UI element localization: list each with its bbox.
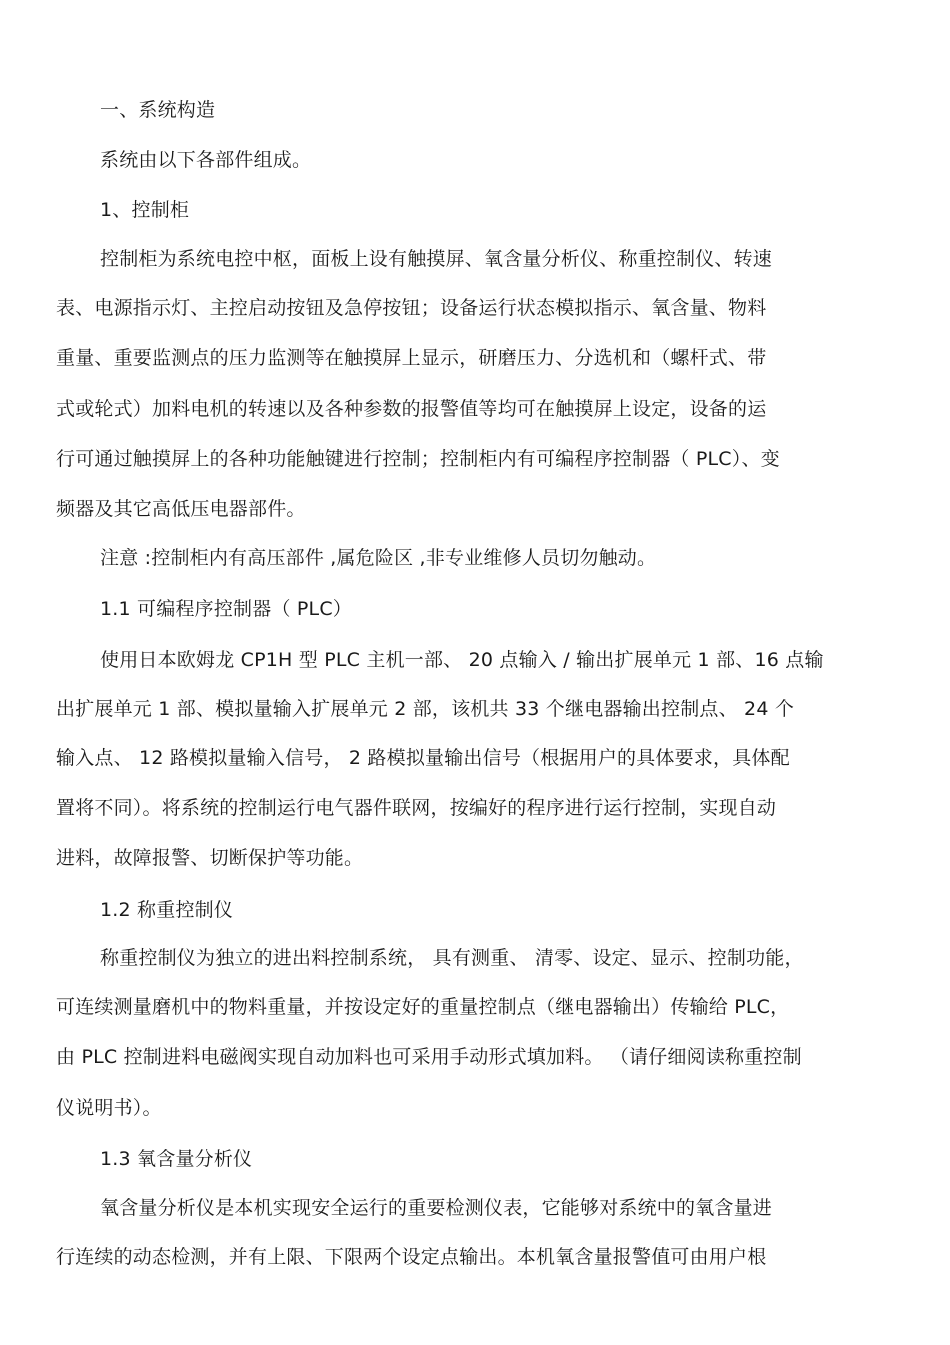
warning-note: 注意 :控制柜内有高压部件 ,属危险区 ,非专业维修人员切勿触动。 <box>100 547 657 569</box>
paragraph-line: 行连续的动态检测，并有上限、下限两个设定点输出。本机氧含量报警值可由用户根 <box>56 1246 767 1268</box>
subsection-heading: 1.3 氧含量分析仪 <box>100 1148 253 1170</box>
paragraph-line: 频器及其它高低压电器部件。 <box>56 498 306 520</box>
paragraph-line: 仪说明书）。 <box>56 1097 162 1119</box>
paragraph-line: 控制柜为系统电控中枢，面板上设有触摸屏、氧含量分析仪、称重控制仪、转速 <box>100 248 773 270</box>
paragraph-line: 使用日本欧姆龙 CP1H 型 PLC 主机一部、 20 点输入 / 输出扩展单元 1 部、16 点输 <box>100 649 824 671</box>
section-heading: 一、系统构造 <box>100 99 216 121</box>
paragraph-line: 由 PLC 控制进料电磁阀实现自动加料也可采用手动形式填加料。 （请仔细阅读称重控制 <box>56 1046 802 1068</box>
paragraph-line: 系统由以下各部件组成。 <box>100 149 312 171</box>
paragraph-line: 重量、重要监测点的压力监测等在触摸屏上显示，研磨压力、分选机和（螺杆式、带 <box>56 347 767 369</box>
paragraph-line: 式或轮式）加料电机的转速以及各种参数的报警值等均可在触摸屏上设定，设备的运 <box>56 398 767 420</box>
paragraph-line: 称重控制仪为独立的进出料控制系统， 具有测重、 清零、设定、显示、控制功能， <box>100 947 804 969</box>
paragraph-line: 输入点、 12 路模拟量输入信号， 2 路模拟量输出信号（根据用户的具体要求，具体配 <box>56 747 790 769</box>
subsection-heading: 1、控制柜 <box>100 199 190 221</box>
paragraph-line: 氧含量分析仪是本机实现安全运行的重要检测仪表，它能够对系统中的氧含量进 <box>100 1197 773 1219</box>
paragraph-line: 可连续测量磨机中的物料重量，并按设定好的重量控制点（继电器输出）传输给 PLC， <box>56 996 790 1018</box>
paragraph-line: 出扩展单元 1 部、模拟量输入扩展单元 2 部，该机共 33 个继电器输出控制点、 24 个 <box>56 698 795 720</box>
paragraph-line: 进料，故障报警、切断保护等功能。 <box>56 847 364 869</box>
subsection-heading: 1.1 可编程序控制器（ PLC） <box>100 598 353 620</box>
paragraph-line: 置将不同）。将系统的控制运行电气器件联网，按编好的程序进行运行控制，实现自动 <box>56 797 777 819</box>
paragraph-line: 行可通过触摸屏上的各种功能触键进行控制；控制柜内有可编程序控制器（ PLC）、变 <box>56 448 780 470</box>
paragraph-line: 表、电源指示灯、主控启动按钮及急停按钮；设备运行状态模拟指示、氧含量、物料 <box>56 297 767 319</box>
subsection-heading: 1.2 称重控制仪 <box>100 899 234 921</box>
